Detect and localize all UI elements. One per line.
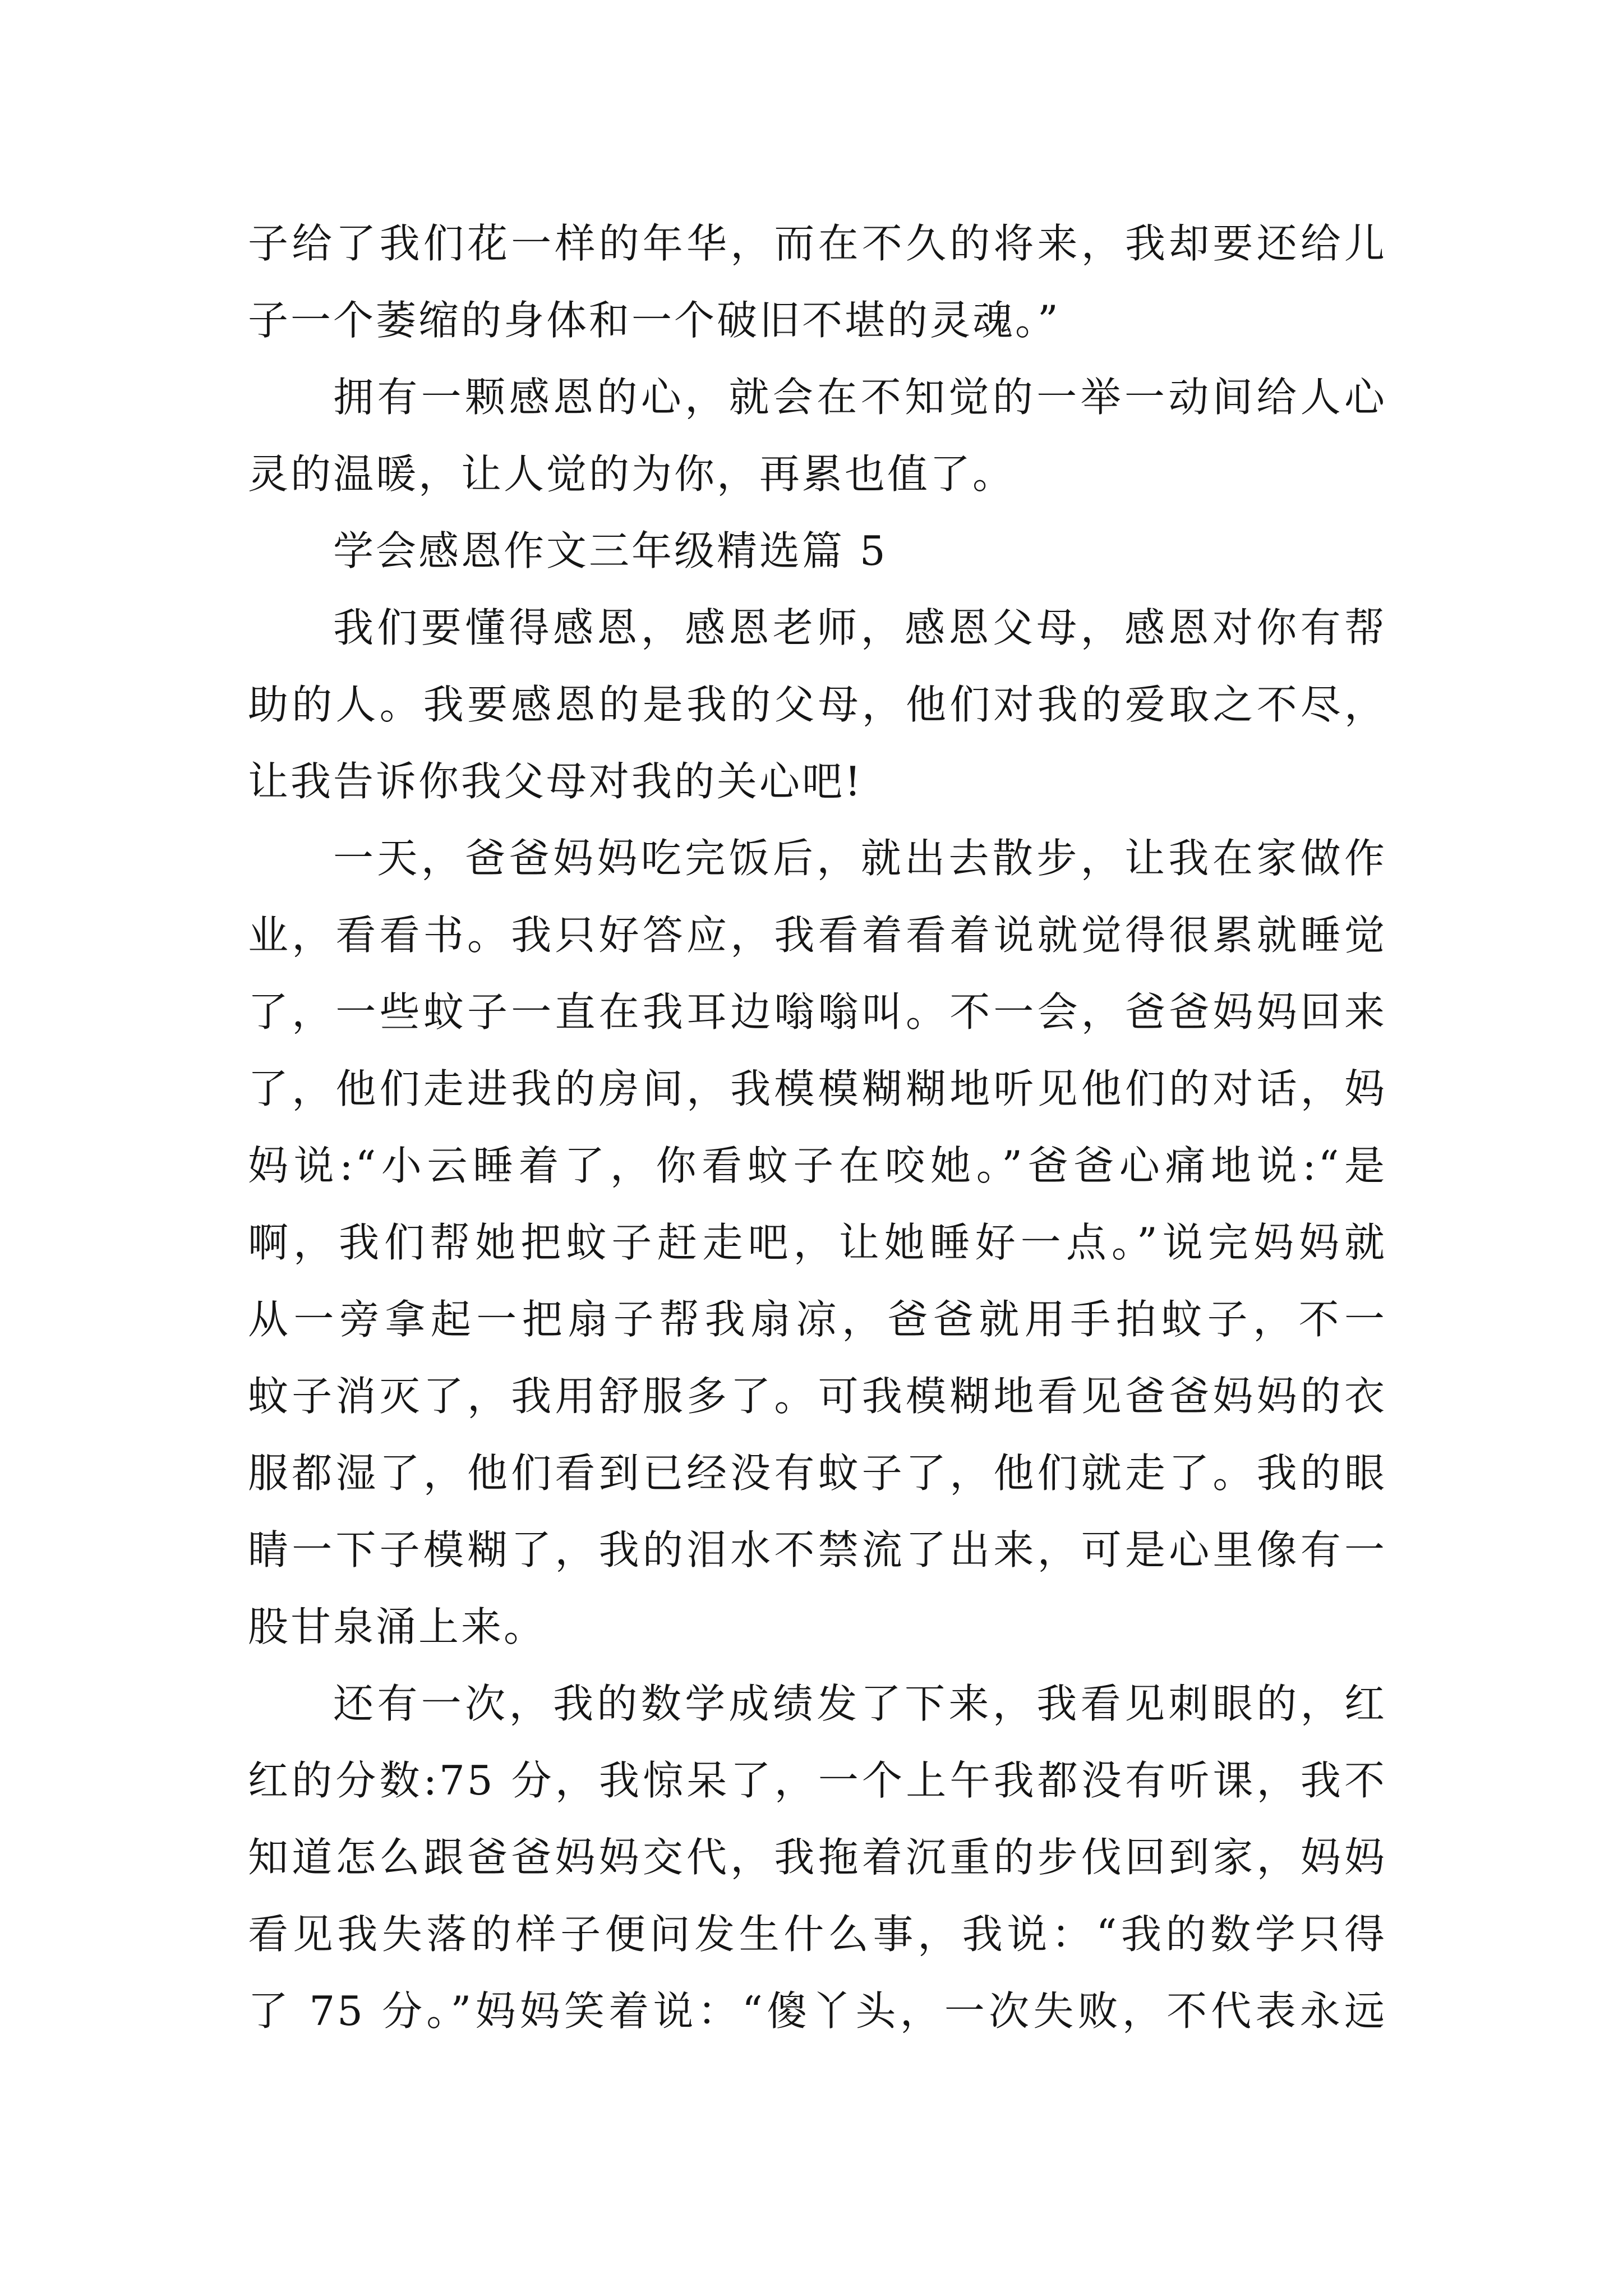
text-line: 睛一下子模糊了，我的泪水不禁流了出来，可是心里像有一 <box>248 1526 1387 1573</box>
text-line: 知道怎么跟爸爸妈妈交代，我拖着沉重的步伐回到家，妈妈 <box>248 1834 1387 1881</box>
text-line: 助的人。我要感恩的是我的父母，他们对我的爱取之不尽， <box>248 681 1387 728</box>
text-line: 蚊子消灭了，我用舒服多了。可我模糊地看见爸爸妈妈的衣 <box>248 1373 1387 1420</box>
text-line: 妈说:“小云睡着了，你看蚊子在咬她。”爸爸心痛地说:“是 <box>248 1142 1387 1189</box>
text-line: 一天，爸爸妈妈吃完饭后，就出去散步，让我在家做作 <box>333 835 1387 882</box>
text-line: 灵的温暖，让人觉的为你，再累也值了。 <box>248 450 1016 498</box>
text-line: 子一个萎缩的身体和一个破旧不堪的灵魂。” <box>248 297 1061 344</box>
paragraph <box>248 820 1387 1665</box>
paragraph <box>248 590 1387 820</box>
text-line: 还有一次，我的数学成绩发了下来，我看见刺眼的，红 <box>333 1680 1387 1727</box>
text-line: 让我告诉你我父母对我的关心吧! <box>248 758 863 805</box>
paragraph <box>248 205 1387 359</box>
text-line: 从一旁拿起一把扇子帮我扇凉，爸爸就用手拍蚊子，不一 <box>248 1296 1387 1343</box>
text-line: 了 75 分。”妈妈笑着说：“傻丫头，一次失败，不代表永远 <box>248 1987 1387 2035</box>
text-line: 我们要懂得感恩，感恩老师，感恩父母，感恩对你有帮 <box>333 604 1387 651</box>
text-line: 拥有一颗感恩的心，就会在不知觉的一举一动间给人心 <box>333 374 1387 421</box>
paragraph <box>248 1665 1387 2050</box>
text-line: 子给了我们花一样的年华，而在不久的将来，我却要还给儿 <box>248 220 1387 267</box>
text-line: 了，他们走进我的房间，我模模糊糊地听见他们的对话，妈 <box>248 1065 1387 1112</box>
text-line: 股甘泉涌上来。 <box>248 1603 547 1650</box>
text-line: 红的分数:75 分，我惊呆了，一个上午我都没有听课，我不 <box>248 1757 1387 1804</box>
text-line: 业，看看书。我只好答应，我看着看着说就觉得很累就睡觉 <box>248 912 1387 959</box>
document-body <box>248 205 1387 2050</box>
section-heading: 学会感恩作文三年级精选篇 5 <box>333 527 888 574</box>
text-line: 看见我失落的样子便问发生什么事，我说：“我的数学只得 <box>248 1911 1387 1958</box>
paragraph <box>248 359 1387 513</box>
text-line: 啊，我们帮她把蚊子赶走吧，让她睡好一点。”说完妈妈就 <box>248 1219 1387 1266</box>
text-line: 了，一些蚊子一直在我耳边嗡嗡叫。不一会，爸爸妈妈回来 <box>248 988 1387 1036</box>
text-line: 服都湿了，他们看到已经没有蚊子了，他们就走了。我的眼 <box>248 1450 1387 1497</box>
